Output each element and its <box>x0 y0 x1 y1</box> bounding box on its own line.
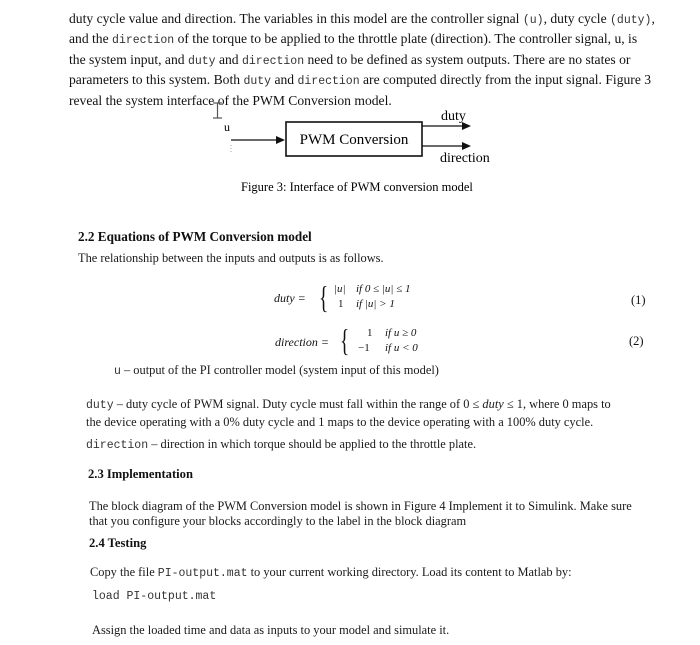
eq2-lhs: direction = <box>275 335 329 349</box>
intro-line-1: duty cycle value and direction. The variables in this model are the controller signal (u), duty cycle (duty), <box>69 11 655 27</box>
eq1-number: (1) <box>631 293 646 307</box>
eq2-row2-value: −1 <box>358 342 370 354</box>
eq2-row1-cond: if u ≥ 0 <box>385 327 417 339</box>
input-label-u: u <box>224 120 230 134</box>
eq2-row2-cond: if u < 0 <box>385 342 418 354</box>
section-2-4-heading: 2.4 Testing <box>89 536 147 550</box>
direction-definition: direction – direction in which torque should be applied to the throttle plate. <box>86 437 477 452</box>
intro-line-3: the system input, and duty and direction need to be defined as system outputs. There are no states or <box>69 51 631 68</box>
eq2-row1-value: 1 <box>367 327 373 339</box>
intro-line-4: parameters to this system. Both duty and direction are computed directly from the input signal. Figure 3 <box>69 72 652 89</box>
eq1-lhs: duty = <box>274 291 306 305</box>
intro-line-2: and the direction of the torque to be applied to the throttle plate (direction). The controller signal, u, is <box>69 31 638 48</box>
pwm-interface-diagram <box>0 0 700 200</box>
eq1-brace-icon: { <box>319 279 329 315</box>
intro-line-5: reveal the system interface of the PWM Conversion model. <box>69 92 392 108</box>
direction-arrow-icon <box>462 142 471 150</box>
load-command-code: load PI-output.mat <box>92 590 217 603</box>
eq1-row2-value: 1 <box>338 298 344 310</box>
eq2-number: (2) <box>629 334 644 348</box>
output-label-duty: duty <box>441 109 466 124</box>
figure-caption: Figure 3: Interface of PWM conversion model <box>241 180 473 194</box>
input-arrow-icon <box>276 136 285 144</box>
eq1-row1-cond: if 0 ≤ |u| ≤ 1 <box>356 283 411 295</box>
u-definition: u – output of the PI controller model (system input of this model) <box>114 363 439 378</box>
section-2-2-heading: 2.2 Equations of PWM Conversion model <box>78 229 312 244</box>
section-2-4-assign-instruction: Assign the loaded time and data as inputs to your model and simulate it. <box>92 623 450 637</box>
eq1-row1-value: |u| <box>334 283 346 295</box>
section-2-2-intro: The relationship between the inputs and outputs is as follows. <box>78 251 384 265</box>
section-2-3-body: The block diagram of the PWM Conversion model is shown in Figure 4 Implement it to Simulink. Make sure that you configure your blocks accordingly to the label in the block diagram <box>89 499 632 528</box>
eq1-row2-cond: if |u| > 1 <box>356 298 395 310</box>
section-2-3-heading: 2.3 Implementation <box>88 467 193 481</box>
eq2-brace-icon: { <box>340 322 350 358</box>
text-cursor-icon <box>213 103 222 118</box>
pwm-block-label: PWM Conversion <box>299 132 409 148</box>
duty-definition: duty – duty cycle of PWM signal. Duty cycle must fall within the range of 0 ≤ duty ≤ 1, where 0 maps to the device operating with a 0% duty cycle and 1 maps to the device operating with a 100% duty cycle. <box>86 397 611 429</box>
section-2-4-copy-instruction: Copy the file PI-output.mat to your current working directory. Load its content to Matlab by: <box>90 565 572 580</box>
output-label-direction: direction <box>440 151 490 166</box>
